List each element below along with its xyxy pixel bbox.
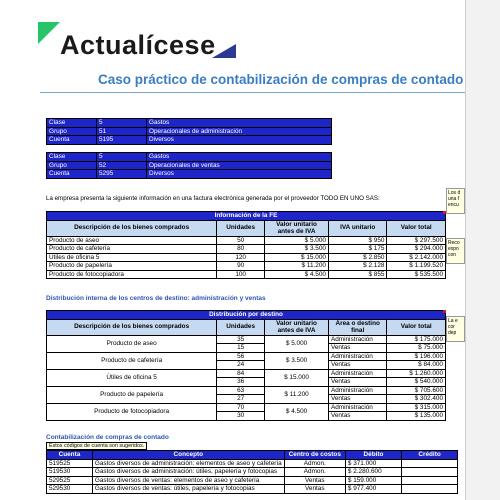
column-header[interactable]: Valor unitario antes de IVA (265, 220, 329, 236)
column-header[interactable]: Unidades (217, 319, 265, 335)
account-table-sales (46, 152, 332, 179)
column-header[interactable]: IVA unitario (328, 220, 387, 236)
cell[interactable]: $ 294.000 (387, 245, 446, 254)
cell[interactable]: 529525 (47, 476, 93, 485)
cell[interactable]: 52 (97, 161, 147, 170)
cell[interactable] (402, 485, 458, 494)
column-header[interactable]: Centro de costos (284, 451, 345, 460)
cell[interactable]: 80 (217, 245, 265, 254)
cell[interactable]: $ 540.000 (387, 378, 446, 387)
section-title-accounting[interactable]: Contabilización de compras de contado (46, 434, 169, 441)
cell[interactable] (402, 459, 458, 468)
title-underline (40, 92, 465, 93)
cell[interactable]: 90 (217, 262, 265, 271)
table-row[interactable] (47, 270, 446, 279)
table-header-row (47, 451, 458, 460)
invoice-table (46, 211, 446, 279)
accounting-table (46, 450, 458, 494)
cell[interactable]: Clase (47, 153, 97, 162)
table-row[interactable] (47, 262, 446, 271)
cell[interactable]: 27 (217, 395, 265, 404)
cell[interactable]: $ 302.400 (387, 395, 446, 404)
cell[interactable]: $ 705.600 (387, 386, 446, 395)
comment-note[interactable]: Los d una f encu (446, 188, 465, 214)
comment-box[interactable]: Estos códigos de cuenta son sugeridos. (46, 442, 147, 450)
cell[interactable]: $ 175.000 (387, 335, 446, 344)
cell[interactable]: Producto de aseo (47, 236, 217, 245)
sheet-border (465, 0, 466, 500)
cell[interactable]: Administración (328, 403, 387, 412)
cell[interactable]: $ 5.000 (265, 236, 329, 245)
cell[interactable]: Producto de fotocopiadora (47, 270, 217, 279)
logo-text: Actualícese (60, 30, 216, 60)
cell[interactable]: Grupo (47, 161, 97, 170)
cell[interactable]: 100 (217, 270, 265, 279)
table-row[interactable] (47, 136, 332, 145)
cell[interactable]: $ 1.199.520 (387, 262, 446, 271)
cell[interactable]: Producto de cafetería (47, 352, 217, 369)
cell[interactable]: Producto de papelería (47, 262, 217, 271)
cell[interactable]: $ 75.000 (387, 344, 446, 353)
table-row[interactable] (47, 403, 446, 412)
table-title[interactable]: Información de la FE (47, 212, 446, 221)
cell[interactable] (402, 468, 458, 477)
cell[interactable]: Producto de cafetería (47, 245, 217, 254)
cell[interactable]: Ventas (328, 344, 387, 353)
cell[interactable]: $ 3.500 (265, 352, 329, 369)
table-row[interactable] (47, 386, 446, 395)
column-header[interactable]: Descripción de los bienes comprados (47, 220, 217, 236)
cell[interactable]: Operacionales de ventas (147, 161, 332, 170)
cell[interactable] (402, 476, 458, 485)
cell[interactable]: $ 950 (328, 236, 387, 245)
table-row[interactable] (47, 127, 332, 136)
column-header[interactable]: Área o destino final (328, 319, 387, 335)
cell[interactable]: $ 371.000 (345, 459, 401, 468)
cell[interactable]: Administración (328, 386, 387, 395)
logo-accent-shape (38, 22, 60, 44)
cell[interactable]: Clase (47, 119, 97, 128)
cell[interactable]: 35 (217, 335, 265, 344)
cell[interactable]: Gastos (147, 153, 332, 162)
cell[interactable]: $ 855 (328, 270, 387, 279)
distribution-table (46, 310, 446, 421)
cell[interactable]: 30 (217, 412, 265, 421)
table-row[interactable] (47, 153, 332, 162)
table-row[interactable] (47, 161, 332, 170)
cell[interactable]: Ventas (328, 412, 387, 421)
cell[interactable]: Ventas (328, 395, 387, 404)
cell[interactable]: 15 (217, 344, 265, 353)
table-row[interactable] (47, 485, 458, 494)
table-title[interactable]: Distribución por destino (47, 311, 446, 320)
cell[interactable]: $ 3.500 (265, 245, 329, 254)
cell[interactable]: 50 (217, 236, 265, 245)
cell[interactable]: $ 297.500 (387, 236, 446, 245)
table-header-row (47, 319, 446, 335)
table-row[interactable] (47, 335, 446, 344)
table-row[interactable] (47, 119, 332, 128)
cell[interactable]: Diversos (147, 136, 332, 145)
cell[interactable]: 5 (97, 153, 147, 162)
cell[interactable]: $ 5.000 (265, 335, 329, 352)
brand-banner (0, 0, 500, 108)
column-header[interactable]: Débito (345, 451, 401, 460)
cell[interactable]: Administración (328, 335, 387, 344)
column-header[interactable]: Descripción de los bienes comprados (47, 319, 217, 335)
cell[interactable]: Ventas (328, 361, 387, 370)
cell[interactable]: $ 315.000 (387, 403, 446, 412)
cell[interactable]: 519525 (47, 459, 93, 468)
cell[interactable]: Útiles de oficina 5 (47, 369, 217, 386)
column-header[interactable]: Concepto (92, 451, 284, 460)
cell[interactable]: $ 977.400 (345, 485, 401, 494)
cell[interactable]: 529530 (47, 485, 93, 494)
cell[interactable]: 5 (97, 119, 147, 128)
cell[interactable]: $ 15.000 (265, 253, 329, 262)
cell[interactable]: $ 11.200 (265, 262, 329, 271)
comment-marker-icon (443, 310, 446, 313)
account-table-admin (46, 118, 332, 145)
comment-note[interactable]: La e cor dep (446, 316, 465, 342)
cell[interactable]: $ 175 (328, 245, 387, 254)
cell[interactable]: Cuenta (47, 136, 97, 145)
cell[interactable]: Gastos diversos de administración: útiles, papelería y fotocopias (92, 468, 284, 477)
cell[interactable]: 5295 (97, 170, 147, 179)
cell[interactable]: $ 2.142.000 (387, 253, 446, 262)
cell[interactable]: $ 11.200 (265, 386, 329, 403)
intro-text[interactable]: La empresa presenta la siguiente información en una factura electrónica generada por el proveedor TODO EN UNO SAS: (46, 195, 380, 202)
table-row[interactable] (47, 253, 446, 262)
page-title: Caso práctico de contabilización de compras de contado (98, 72, 464, 87)
cell[interactable]: Operacionales de administración (147, 127, 332, 136)
cell[interactable]: 36 (217, 378, 265, 387)
cell[interactable]: Administración (328, 352, 387, 361)
table-row[interactable] (47, 468, 458, 477)
table-header-row (47, 220, 446, 236)
cell[interactable]: Diversos (147, 170, 332, 179)
cell[interactable]: Ventas (284, 485, 345, 494)
cell[interactable]: Producto de fotocopiadora (47, 403, 217, 420)
cell[interactable]: 70 (217, 403, 265, 412)
cell[interactable]: Producto de papelería (47, 386, 217, 403)
cell[interactable]: $ 2.850 (328, 253, 387, 262)
cell[interactable]: $ 535.500 (387, 270, 446, 279)
cell[interactable]: $ 4.500 (265, 403, 329, 420)
cell[interactable]: Gastos diversos de ventas: útiles, papelería y fotocopias (92, 485, 284, 494)
table-row[interactable] (47, 369, 446, 378)
cell[interactable]: $ 84.000 (387, 361, 446, 370)
column-header[interactable]: Valor total (387, 220, 446, 236)
column-header[interactable]: Unidades (217, 220, 265, 236)
table-row[interactable] (47, 476, 458, 485)
cell[interactable]: 5195 (97, 136, 147, 145)
comment-note[interactable]: Reco expo con (446, 238, 465, 264)
table-row[interactable] (47, 352, 446, 361)
cell[interactable]: Admon. (284, 468, 345, 477)
cell[interactable]: 120 (217, 253, 265, 262)
cell[interactable]: Gastos diversos de ventas: elementos de aseo y cafetería (92, 476, 284, 485)
cell[interactable]: $ 1.260.000 (387, 369, 446, 378)
cell[interactable]: $ 2.128 (328, 262, 387, 271)
cell[interactable]: Admon. (284, 459, 345, 468)
cell[interactable]: Producto de aseo (47, 335, 217, 352)
cell[interactable]: $ 196.000 (387, 352, 446, 361)
cell[interactable]: $ 2.280.600 (345, 468, 401, 477)
column-header[interactable]: Crédito (402, 451, 458, 460)
cell[interactable]: Gastos diversos de administración: elementos de aseo y cafetería (92, 459, 284, 468)
spreadsheet (40, 112, 465, 500)
column-header[interactable]: Valor total (387, 319, 446, 335)
cell[interactable]: Ventas (328, 378, 387, 387)
cell[interactable]: 519530 (47, 468, 93, 477)
table-row[interactable] (47, 245, 446, 254)
cell[interactable]: 84 (217, 369, 265, 378)
cell[interactable]: $ 15.000 (265, 369, 329, 386)
cell[interactable]: 51 (97, 127, 147, 136)
cell[interactable]: Cuenta (47, 170, 97, 179)
table-row[interactable] (47, 459, 458, 468)
cell[interactable]: Grupo (47, 127, 97, 136)
table-row[interactable] (47, 236, 446, 245)
cell[interactable]: 63 (217, 386, 265, 395)
column-header[interactable]: Cuenta (47, 451, 93, 460)
section-title-distribution[interactable]: Distribución interna de los centros de destino: administración y ventas (46, 295, 266, 302)
logo-wedge-shape (212, 44, 236, 58)
cell[interactable]: $ 159.000 (345, 476, 401, 485)
cell[interactable]: Ventas (284, 476, 345, 485)
cell[interactable]: 56 (217, 352, 265, 361)
comment-marker-icon (443, 211, 446, 214)
cell[interactable]: $ 135.000 (387, 412, 446, 421)
cell[interactable]: Útiles de oficina 5 (47, 253, 217, 262)
cell[interactable]: Gastos (147, 119, 332, 128)
cell[interactable]: $ 4.500 (265, 270, 329, 279)
column-header[interactable]: Valor unitario antes de IVA (265, 319, 329, 335)
table-row[interactable] (47, 170, 332, 179)
cell[interactable]: Administración (328, 369, 387, 378)
spreadsheet-edge-panel (465, 0, 500, 500)
cell[interactable]: 24 (217, 361, 265, 370)
